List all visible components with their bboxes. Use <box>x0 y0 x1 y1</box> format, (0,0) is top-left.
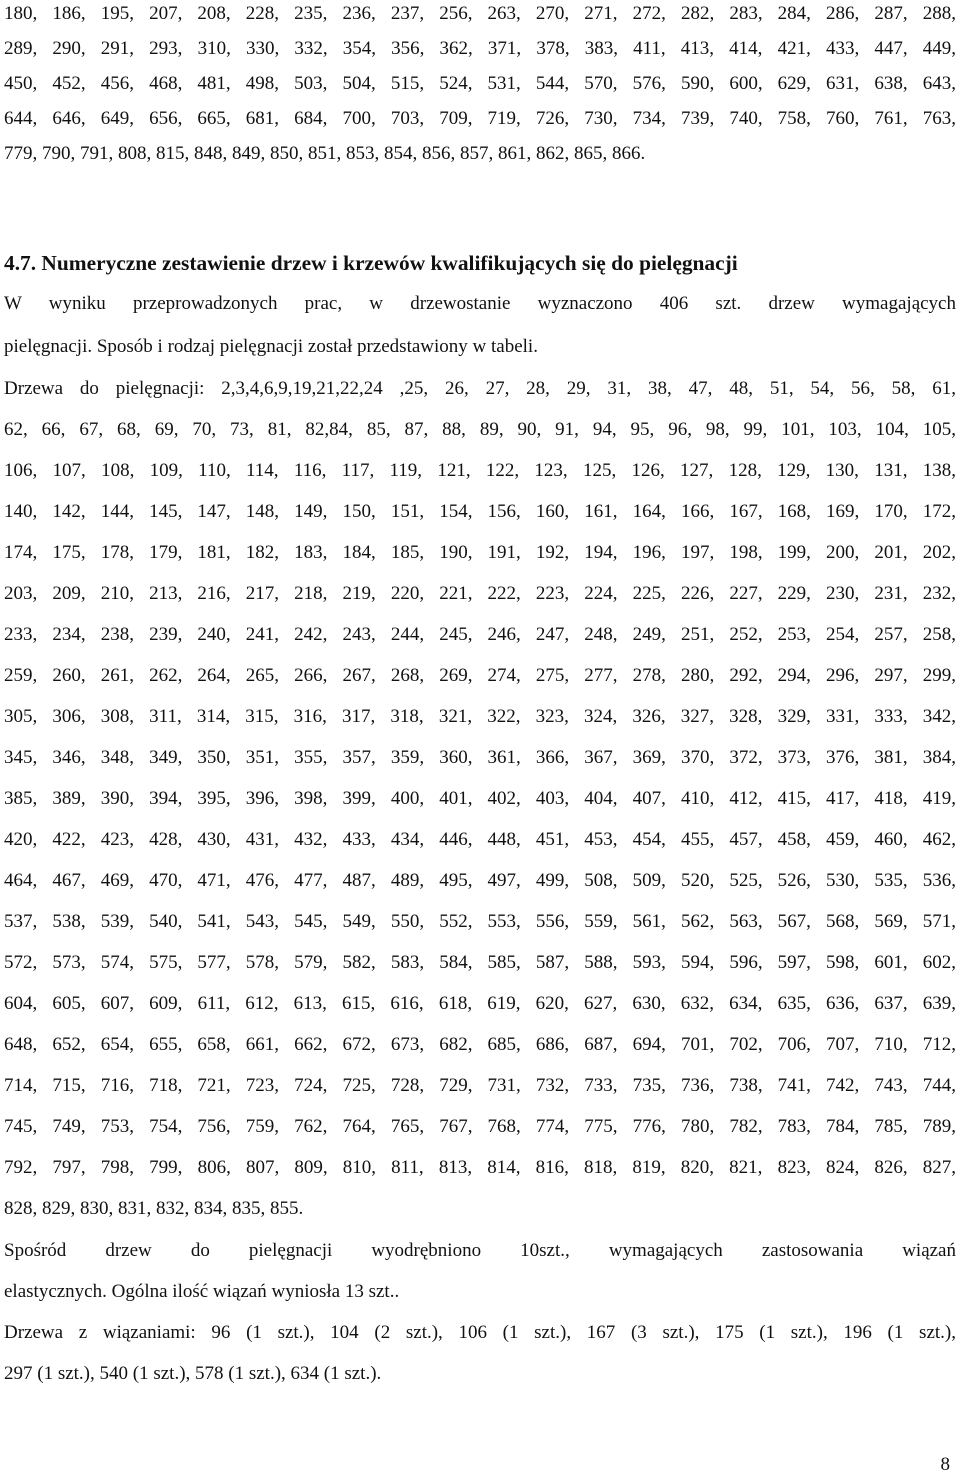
list-line: 464, 467, 469, 470, 471, 476, 477, 487, 489, 495, 497, 499, 508, 509, 520, 525, 526, 530, 535, 536, <box>4 870 956 891</box>
list-line: 106, 107, 108, 109, 110, 114, 116, 117, 119, 121, 122, 123, 125, 126, 127, 128, 129, 130, 131, 138, <box>4 460 956 481</box>
list-line: 537, 538, 539, 540, 541, 543, 545, 549, 550, 552, 553, 556, 559, 561, 562, 563, 567, 568, 569, 571, <box>4 911 956 932</box>
list-line: 233, 234, 238, 239, 240, 241, 242, 243, 244, 245, 246, 247, 248, 249, 251, 252, 253, 254, 257, 258, <box>4 624 956 645</box>
list-line: Drzewa do pielęgnacji: 2,3,4,6,9,19,21,22,24 ,25, 26, 27, 28, 29, 31, 38, 47, 48, 51, 54, 56, 58, 61, <box>4 378 956 399</box>
list-line: 779, 790, 791, 808, 815, 848, 849, 850, 851, 853, 854, 856, 857, 861, 862, 865, 866. <box>4 143 646 164</box>
list-line: 203, 209, 210, 213, 216, 217, 218, 219, 220, 221, 222, 223, 224, 225, 226, 227, 229, 230, 231, 232, <box>4 583 956 604</box>
list-line: 604, 605, 607, 609, 611, 612, 613, 615, 616, 618, 619, 620, 627, 630, 632, 634, 635, 636, 637, 639, <box>4 993 956 1014</box>
list-line: 745, 749, 753, 754, 756, 759, 762, 764, 765, 767, 768, 774, 775, 776, 780, 782, 783, 784, 785, 789, <box>4 1116 956 1137</box>
paragraph-line: pielęgnacji. Sposób i rodzaj pielęgnacji został przedstawiony w tabeli. <box>4 336 538 357</box>
list-line: 714, 715, 716, 718, 721, 723, 724, 725, 728, 729, 731, 732, 733, 735, 736, 738, 741, 742, 743, 744, <box>4 1075 956 1096</box>
paragraph-line: W wyniku przeprowadzonych prac, w drzewostanie wyznaczono 406 szt. drzew wymagających <box>4 293 956 314</box>
list-line: 180, 186, 195, 207, 208, 228, 235, 236, 237, 256, 263, 270, 271, 272, 282, 283, 284, 286, 287, 288, <box>4 3 956 24</box>
list-line: 259, 260, 261, 262, 264, 265, 266, 267, 268, 269, 274, 275, 277, 278, 280, 292, 294, 296, 297, 299, <box>4 665 956 686</box>
paragraph-line: Drzewa z wiązaniami: 96 (1 szt.), 104 (2 szt.), 106 (1 szt.), 167 (3 szt.), 175 (1 szt.), 196 (1 szt.), <box>4 1322 956 1343</box>
paragraph-line: 297 (1 szt.), 540 (1 szt.), 578 (1 szt.), 634 (1 szt.). <box>4 1363 382 1384</box>
section-heading: 4.7. Numeryczne zestawienie drzew i krzewów kwalifikujących się do pielęgnacji <box>4 251 738 275</box>
list-line: 140, 142, 144, 145, 147, 148, 149, 150, 151, 154, 156, 160, 161, 164, 166, 167, 168, 169, 170, 172, <box>4 501 956 522</box>
paragraph-line: Spośród drzew do pielęgnacji wyodrębniono 10szt., wymagających zastosowania wiązań <box>4 1240 956 1261</box>
list-line: 450, 452, 456, 468, 481, 498, 503, 504, 515, 524, 531, 544, 570, 576, 590, 600, 629, 631, 638, 643, <box>4 73 956 94</box>
list-line: 345, 346, 348, 349, 350, 351, 355, 357, 359, 360, 361, 366, 367, 369, 370, 372, 373, 376, 381, 384, <box>4 747 956 768</box>
list-line: 174, 175, 178, 179, 181, 182, 183, 184, 185, 190, 191, 192, 194, 196, 197, 198, 199, 200, 201, 202, <box>4 542 956 563</box>
list-line: 828, 829, 830, 831, 832, 834, 835, 855. <box>4 1198 304 1219</box>
paragraph-line: elastycznych. Ogólna ilość wiązań wyniosła 13 szt.. <box>4 1281 400 1302</box>
list-line: 572, 573, 574, 575, 577, 578, 579, 582, 583, 584, 585, 587, 588, 593, 594, 596, 597, 598, 601, 602, <box>4 952 956 973</box>
list-line: 420, 422, 423, 428, 430, 431, 432, 433, 434, 446, 448, 451, 453, 454, 455, 457, 458, 459, 460, 462, <box>4 829 956 850</box>
list-line: 648, 652, 654, 655, 658, 661, 662, 672, 673, 682, 685, 686, 687, 694, 701, 702, 706, 707, 710, 712, <box>4 1034 956 1055</box>
list-line: 289, 290, 291, 293, 310, 330, 332, 354, 356, 362, 371, 378, 383, 411, 413, 414, 421, 433, 447, 449, <box>4 38 956 59</box>
list-line: 62, 66, 67, 68, 69, 70, 73, 81, 82,84, 85, 87, 88, 89, 90, 91, 94, 95, 96, 98, 99, 101, 103, 104, 105, <box>4 419 956 440</box>
list-line: 385, 389, 390, 394, 395, 396, 398, 399, 400, 401, 402, 403, 404, 407, 410, 412, 415, 417, 418, 419, <box>4 788 956 809</box>
list-line: 305, 306, 308, 311, 314, 315, 316, 317, 318, 321, 322, 323, 324, 326, 327, 328, 329, 331, 333, 342, <box>4 706 956 727</box>
page-number: 8 <box>940 1454 950 1475</box>
list-line: 792, 797, 798, 799, 806, 807, 809, 810, 811, 813, 814, 816, 818, 819, 820, 821, 823, 824, 826, 827, <box>4 1157 956 1178</box>
list-line: 644, 646, 649, 656, 665, 681, 684, 700, 703, 709, 719, 726, 730, 734, 739, 740, 758, 760, 761, 763, <box>4 108 956 129</box>
